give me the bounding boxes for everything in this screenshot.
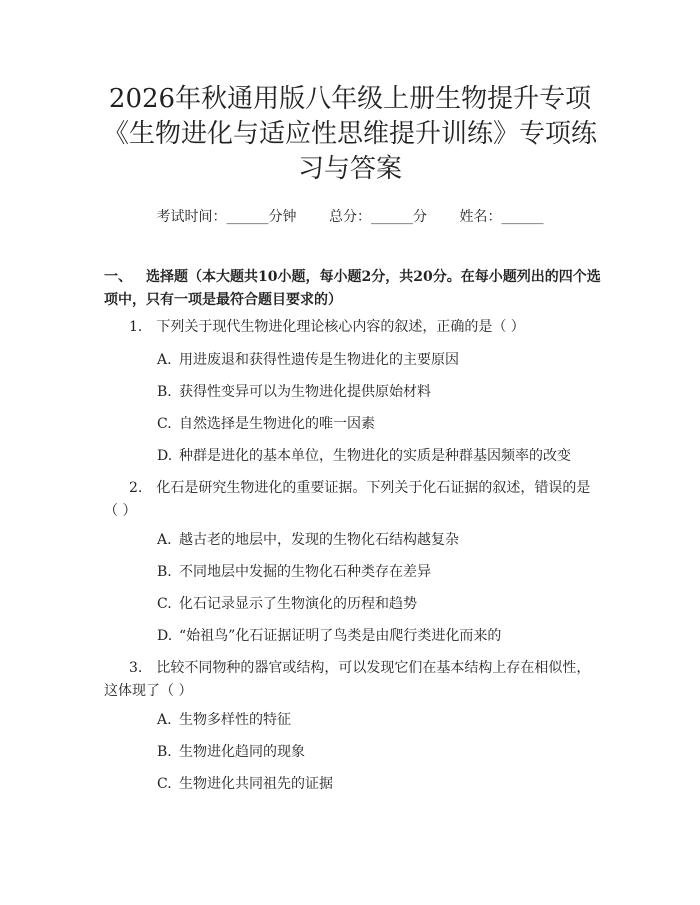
option-text: 获得性变异可以为生物进化提供原始材料 [179,384,431,400]
section-heading [104,266,604,312]
option-label: C. [157,596,172,612]
document-title [60,82,640,187]
question-3-option-c [157,774,333,794]
option-text: 用进废退和获得性遗传是生物进化的主要原因 [179,352,459,368]
option-text: 种群是进化的基本单位，生物进化的实质是种群基因频率的改变 [179,448,571,464]
option-label: B. [157,564,172,580]
question-2-option-c [157,594,417,614]
question-stem: 化石是研究生物进化的重要证据。下列关于化石证据的叙述，错误的是（ ） [104,480,591,519]
question-number: 2. [129,480,143,496]
option-text: 越古老的地层中，发现的生物化石结构越复杂 [179,532,459,548]
option-text: 生物进化趋同的现象 [179,744,305,760]
option-text: 生物进化共同祖先的证据 [179,776,333,792]
option-label: A. [157,712,172,728]
title-line-2: 《生物进化与适应性思维提升训练》专项练 [102,119,597,149]
option-text: 不同地层中发掘的生物化石种类存在差异 [179,564,431,580]
question-1 [104,316,604,339]
question-3-option-b [157,742,305,762]
option-text: 自然选择是生物进化的唯一因素 [179,416,375,432]
question-stem: 下列关于现代生物进化理论核心内容的叙述，正确的是（ ） [156,319,525,335]
question-2-option-d [157,626,501,646]
option-label: C. [157,416,172,432]
question-number: 1. [129,319,143,335]
question-stem: 比较不同物种的器官或结构，可以发现它们在基本结构上存在相似性，这体现了（ ） [104,660,591,699]
exam-info [0,206,700,226]
section-number: 一、 [104,269,132,285]
student-name: 姓名：______ [459,209,544,225]
exam-total-score: 总分：______分 [329,209,427,225]
question-1-option-a [157,350,459,370]
option-text: 化石记录显示了生物演化的历程和趋势 [179,596,417,612]
option-label: D. [157,448,173,464]
option-label: C. [157,776,172,792]
option-label: B. [157,744,172,760]
option-label: B. [157,384,172,400]
option-label: A. [157,532,172,548]
question-3-option-a [157,710,291,730]
option-text: 生物多样性的特征 [179,712,291,728]
question-3 [104,657,604,703]
question-2-option-a [157,530,459,550]
option-text: “始祖鸟”化石证据证明了鸟类是由爬行类进化而来的 [179,628,502,644]
title-line-1: 2026年秋通用版八年级上册生物提升专项 [108,84,592,114]
option-label: A. [157,352,172,368]
option-label: D. [157,628,173,644]
title-line-3: 习与答案 [297,154,402,184]
question-number: 3. [129,660,143,676]
question-1-option-b [157,382,431,402]
question-1-option-c [157,414,375,434]
exam-time: 考试时间：______分钟 [156,209,297,225]
question-2-option-b [157,562,431,582]
question-1-option-d [157,446,571,466]
section-instructions: 选择题（本大题共10小题，每小题2分，共20分。在每小题列出的四个选项中，只有一项是最符合题目要求的） [104,269,601,308]
question-2 [104,477,604,523]
